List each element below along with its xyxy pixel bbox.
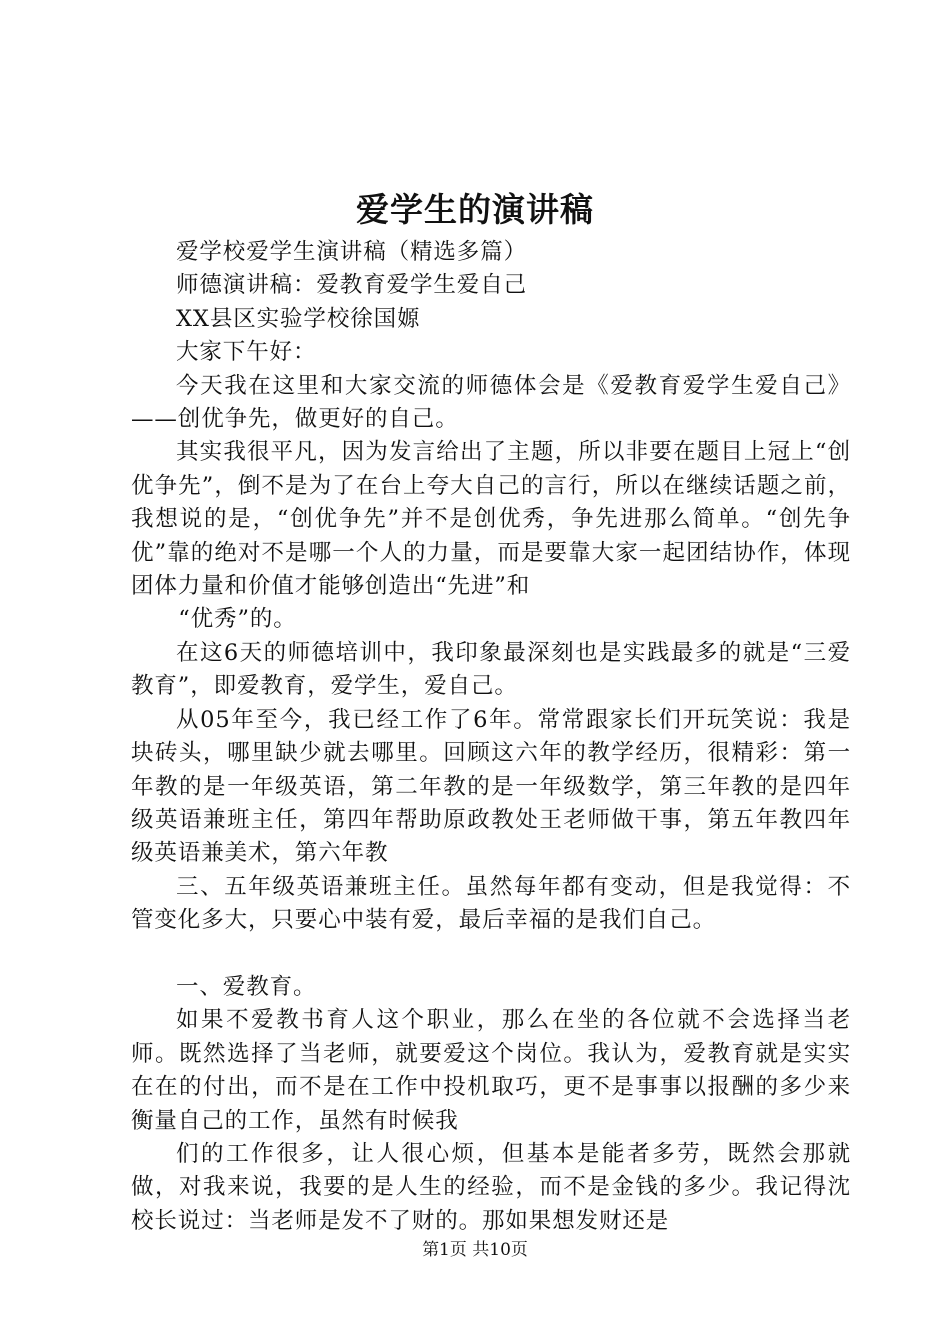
paragraph: 其实我很平凡，因为发言给出了主题，所以非要在题目上冠上“创优争先”，倒不是为了在台上夸大自己的言行，所以在继续话题之前，我想说的是，“创优争先”并不是创优秀，争先进那么简单。“创先争优”靠的绝对不是哪一个人的力量，而是要靠大家一起团结协作，体现团体力量和价值才能够创造出“先进”和 (131, 439, 851, 600)
document-title: 爱学生的演讲稿 (356, 190, 594, 229)
section-heading: 一、爱教育。 (176, 973, 317, 1000)
paragraph: 今天我在这里和大家交流的师德体会是《爱教育爱学生爱自己》——创优争先，做更好的自己。 (131, 372, 851, 433)
paragraph: 从05年至今，我已经工作了6年。常常跟家长们开玩笑说：我是块砖头，哪里缺少就去哪里。回顾这六年的教学经历，很精彩：第一年教的是一年级英语，第二年教的是一年级数学，第三年教的是四年级英语兼班主任，第四年帮助原政教处王老师做干事，第五年教四年级英语兼美术，第六年教 (131, 706, 851, 867)
page-footer: 第1页 共10页 (422, 1240, 528, 1260)
paragraph-greeting: 大家下午好： (176, 339, 317, 366)
paragraph: 们的工作很多，让人很心烦，但基本是能者多劳，既然会那就做，对我来说，我要的是人生的经验，而不是金钱的多少。我记得沈校长说过：当老师是发不了财的。那如果想发财还是 (131, 1140, 851, 1234)
paragraph-subtitle: 爱学校爱学生演讲稿（精选多篇） (176, 239, 528, 265)
paragraph: 在这6天的师德培训中，我印象最深刻也是实践最多的就是“三爱教育”，即爱教育，爱学生，爱自己。 (131, 639, 851, 700)
paragraph: 三、五年级英语兼班主任。虽然每年都有变动，但是我觉得：不管变化多大，只要心中装有爱，最后幸福的是我们自己。 (131, 873, 851, 934)
paragraph-spacer (131, 938, 851, 971)
paragraph-author: XX县区实验学校徐国嫄 (176, 305, 421, 332)
paragraph: 如果不爱教书育人这个职业，那么在坐的各位就不会选择当老师。既然选择了当老师，就要爱这个岗位。我认为，爱教育就是实实在在的付出，而不是在工作中投机取巧，更不是事事以报酬的多少来衡量自己的工作，虽然有时候我 (131, 1007, 851, 1134)
document-body (131, 236, 851, 1238)
paragraph: “优秀”的。 (178, 606, 297, 633)
paragraph-speech-title: 师德演讲稿：爱教育爱学生爱自己 (176, 272, 528, 299)
